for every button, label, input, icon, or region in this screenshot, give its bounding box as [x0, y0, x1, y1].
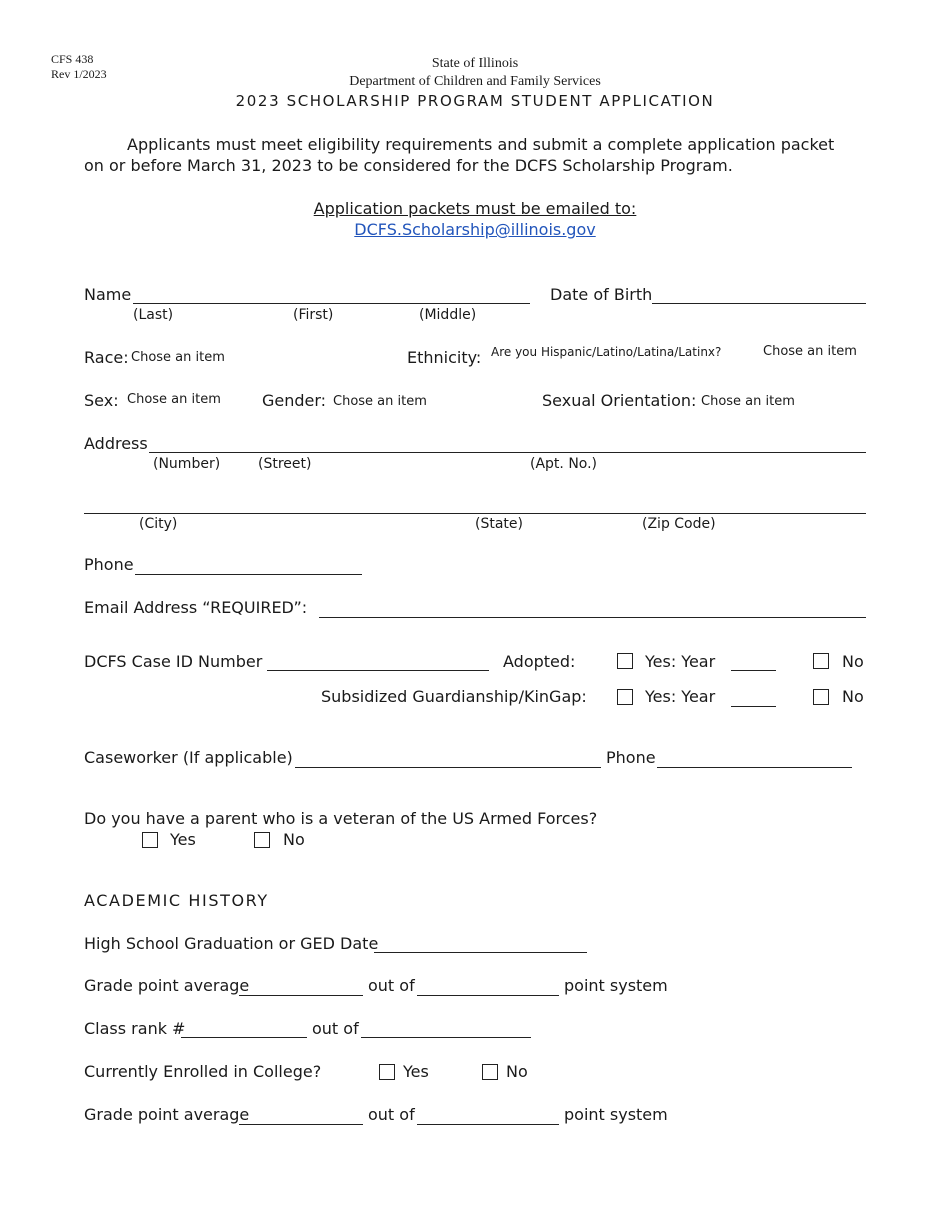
race-select[interactable]: Chose an item	[131, 350, 225, 365]
gender-label: Gender:	[262, 391, 327, 410]
dob-label: Date of Birth	[550, 285, 653, 304]
email-heading: Application packets must be emailed to:	[313, 199, 637, 218]
address-line-1-input[interactable]	[149, 452, 866, 453]
sex-select[interactable]: Chose an item	[127, 392, 221, 407]
gpa-scale-input-line[interactable]	[417, 995, 559, 996]
enrolled-college-label: Currently Enrolled in College?	[84, 1062, 322, 1081]
email-label: Email Address “REQUIRED”:	[84, 598, 308, 617]
address-number-caption: (Number)	[153, 456, 221, 472]
name-middle-caption: (Middle)	[419, 307, 477, 323]
address-label: Address	[84, 434, 148, 453]
address-street-caption: (Street)	[258, 456, 312, 472]
graduation-date-label: High School Graduation or GED Date	[84, 934, 379, 953]
class-rank-out-of-label: out of	[312, 1019, 359, 1038]
caseworker-phone-label: Phone	[606, 748, 656, 767]
adopted-yes-label: Yes: Year	[645, 652, 716, 671]
adopted-no-checkbox[interactable]	[813, 653, 829, 669]
intro-line-2: on or before March 31, 2023 to be considered for the DCFS Scholarship Program.	[84, 156, 733, 175]
address-apt-caption: (Apt. No.)	[530, 456, 598, 472]
college-gpa-out-of-label: out of	[368, 1105, 415, 1124]
graduation-date-input-line[interactable]	[374, 952, 587, 953]
phone-input-line[interactable]	[135, 574, 362, 575]
enrolled-no-label: No	[506, 1062, 528, 1081]
gpa-point-system-label: point system	[564, 976, 668, 995]
department-name: Department of Children and Family Services	[349, 74, 601, 89]
email-input-line[interactable]	[319, 617, 866, 618]
ethnicity-question: Are you Hispanic/Latino/Latina/Latinx?	[491, 345, 722, 359]
case-id-label: DCFS Case ID Number	[84, 652, 263, 671]
guardianship-yes-checkbox[interactable]	[617, 689, 633, 705]
address-line-2-input[interactable]	[84, 513, 866, 514]
caseworker-label: Caseworker (If applicable)	[84, 748, 293, 767]
veteran-no-label: No	[283, 830, 305, 849]
adopted-year-input-line[interactable]	[731, 670, 776, 671]
gpa-out-of-label: out of	[368, 976, 415, 995]
ethnicity-select[interactable]: Chose an item	[763, 344, 857, 359]
enrolled-no-checkbox[interactable]	[482, 1064, 498, 1080]
form-number: CFS 438	[51, 52, 94, 66]
name-label: Name	[84, 285, 132, 304]
case-id-input-line[interactable]	[267, 670, 489, 671]
ethnicity-label: Ethnicity:	[407, 348, 482, 367]
veteran-no-checkbox[interactable]	[254, 832, 270, 848]
veteran-yes-checkbox[interactable]	[142, 832, 158, 848]
gender-select[interactable]: Chose an item	[333, 394, 427, 409]
college-gpa-point-system-label: point system	[564, 1105, 668, 1124]
name-last-caption: (Last)	[133, 307, 174, 323]
guardianship-label: Subsidized Guardianship/KinGap:	[321, 687, 587, 706]
gpa-input-line[interactable]	[239, 995, 363, 996]
college-gpa-input-line[interactable]	[239, 1124, 363, 1125]
class-rank-input-line[interactable]	[181, 1037, 307, 1038]
guardianship-year-input-line[interactable]	[731, 706, 776, 707]
veteran-yes-label: Yes	[170, 830, 196, 849]
academic-history-heading: ACADEMIC HISTORY	[84, 891, 269, 910]
phone-label: Phone	[84, 555, 134, 574]
class-rank-label: Class rank #	[84, 1019, 186, 1038]
adopted-label: Adopted:	[503, 652, 576, 671]
address-zip-caption: (Zip Code)	[642, 516, 716, 532]
adopted-no-label: No	[842, 652, 864, 671]
enrolled-yes-label: Yes	[403, 1062, 429, 1081]
submission-email-link[interactable]: DCFS.Scholarship@illinois.gov	[354, 220, 596, 239]
sexual-orientation-select[interactable]: Chose an item	[701, 394, 795, 409]
guardianship-no-checkbox[interactable]	[813, 689, 829, 705]
intro-line-1: Applicants must meet eligibility requirements and submit a complete application packet	[127, 135, 835, 154]
class-size-input-line[interactable]	[361, 1037, 531, 1038]
guardianship-no-label: No	[842, 687, 864, 706]
name-input-line[interactable]	[133, 303, 530, 304]
caseworker-input-line[interactable]	[295, 767, 601, 768]
address-state-caption: (State)	[475, 516, 523, 532]
sex-label: Sex:	[84, 391, 119, 410]
college-gpa-label: Grade point average	[84, 1105, 250, 1124]
form-revision: Rev 1/2023	[51, 67, 107, 81]
guardianship-yes-label: Yes: Year	[645, 687, 716, 706]
college-gpa-scale-input-line[interactable]	[417, 1124, 559, 1125]
veteran-question: Do you have a parent who is a veteran of the US Armed Forces?	[84, 809, 598, 828]
state-name: State of Illinois	[431, 56, 519, 71]
name-first-caption: (First)	[293, 307, 334, 323]
enrolled-yes-checkbox[interactable]	[379, 1064, 395, 1080]
race-label: Race:	[84, 348, 129, 367]
page-title: 2023 SCHOLARSHIP PROGRAM STUDENT APPLICATION	[235, 92, 715, 110]
address-city-caption: (City)	[139, 516, 178, 532]
adopted-yes-checkbox[interactable]	[617, 653, 633, 669]
sexual-orientation-label: Sexual Orientation:	[542, 391, 697, 410]
caseworker-phone-input-line[interactable]	[657, 767, 852, 768]
gpa-label: Grade point average	[84, 976, 250, 995]
dob-input-line[interactable]	[652, 303, 866, 304]
